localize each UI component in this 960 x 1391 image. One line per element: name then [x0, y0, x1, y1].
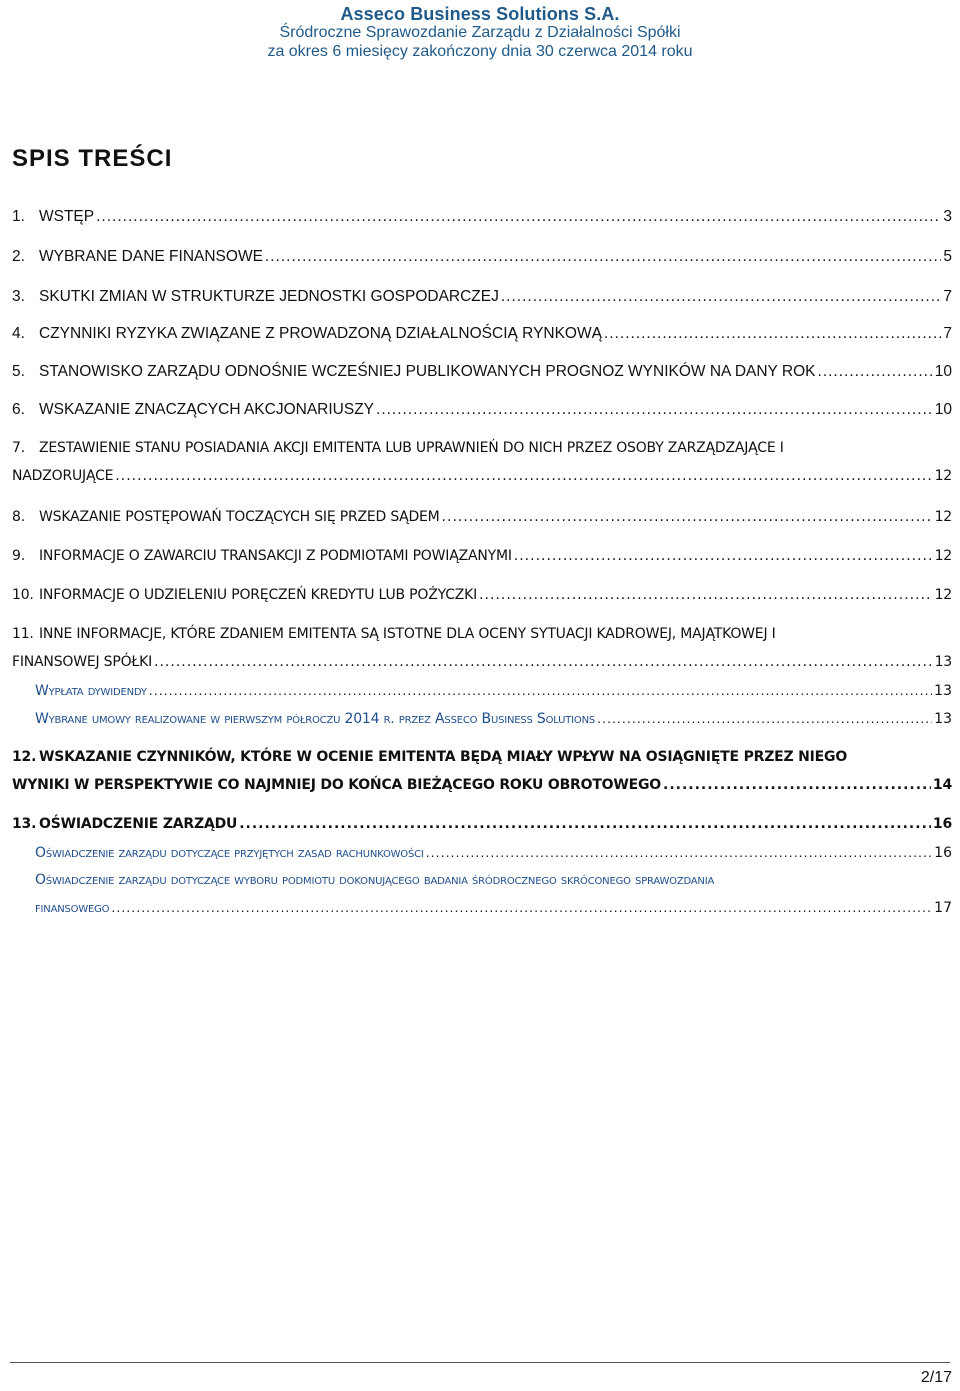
- report-period: za okres 6 miesięcy zakończony dnia 30 czerwca 2014 roku: [267, 43, 693, 60]
- company-name: Asseco Business Solutions S.A.: [340, 4, 620, 24]
- toc-entry-text: WSKAZANIE POSTĘPOWAŃ TOCZĄCYCH SIĘ PRZED SĄDEM: [39, 509, 440, 525]
- toc-entry-5[interactable]: [12, 362, 952, 390]
- toc-entry-10[interactable]: [12, 586, 952, 614]
- toc-entry-number: 9.: [12, 548, 25, 564]
- toc-leader-dots: [115, 467, 932, 486]
- toc-entry-number: 12.: [12, 749, 37, 765]
- toc-entry-text: WYBRANE DANE FINANSOWE: [39, 248, 263, 265]
- toc-entry-number: 2.: [12, 248, 25, 265]
- toc-leader-dots: [442, 508, 933, 527]
- toc-entry-number: 6.: [12, 401, 25, 418]
- toc-leader-dots: [479, 586, 933, 605]
- toc-entry-text: CZYNNIKI RYZYKA ZWIĄZANE Z PROWADZONĄ DZIAŁALNOŚCIĄ RYNKOWĄ: [39, 325, 602, 342]
- toc-leader-dots: [149, 683, 932, 699]
- toc-subentry-text: Wypłata dywidendy: [35, 683, 147, 699]
- toc-entry-13[interactable]: [12, 815, 952, 843]
- toc-leader-dots: [818, 362, 933, 381]
- toc-entry-page: 10: [934, 401, 952, 418]
- toc-entry-text: SKUTKI ZMIAN W STRUKTURZE JEDNOSTKI GOSPODARCZEJ: [39, 288, 499, 305]
- toc-entry-text: INNE INFORMACJE, KTÓRE ZDANIEM EMITENTA SĄ ISTOTNE DLA OCENY SYTUACJI KADROWEJ, MAJĄTKOWEJ I: [39, 626, 776, 642]
- toc-entry-page: 12: [934, 587, 952, 603]
- toc-entry-number: 13.: [12, 816, 37, 832]
- toc-entry-text: WSTĘP: [39, 208, 95, 225]
- toc-entry-page: 7: [943, 288, 952, 305]
- toc-entry-page: 16: [932, 816, 952, 832]
- toc-entry-6[interactable]: [12, 400, 952, 428]
- toc-leader-dots: [663, 776, 931, 795]
- toc-leader-dots: [376, 400, 933, 419]
- toc-entry-4[interactable]: [12, 324, 952, 352]
- toc-entry-text: WSKAZANIE CZYNNIKÓW, KTÓRE W OCENIE EMITENTA BĘDĄ MIAŁY WPŁYW NA OSIĄGNIĘTE PRZEZ NIEGO: [39, 749, 848, 765]
- toc-title: SPIS TREŚCI: [12, 145, 173, 172]
- toc-leader-dots: [265, 247, 941, 266]
- toc-leader-dots: [514, 547, 933, 566]
- toc-subentry-text: Oświadczenie zarządu dotyczące przyjętych zasad rachunkowości: [35, 845, 424, 861]
- toc-entry-number: 10.: [12, 587, 34, 603]
- toc-entry-number: 8.: [12, 509, 25, 525]
- footer-rule: [10, 1362, 950, 1363]
- toc-entry-text: STANOWISKO ZARZĄDU ODNOŚNIE WCZEŚNIEJ PUBLIKOWANYCH PROGNOZ WYNIKÓW NA DANY ROK: [39, 363, 816, 380]
- toc-entry-text: WSKAZANIE ZNACZĄCYCH AKCJONARIUSZY: [39, 401, 375, 418]
- toc-entry-page: 10: [934, 363, 952, 380]
- toc-leader-dots: [426, 845, 933, 861]
- toc-entry-8[interactable]: [12, 508, 952, 536]
- toc-entry-page: 14: [932, 777, 952, 793]
- toc-entry-text: OŚWIADCZENIE ZARZĄDU: [39, 816, 238, 832]
- page-number: 2/17: [920, 1369, 952, 1386]
- toc-entry-12[interactable]: [12, 748, 952, 804]
- toc-entry-1[interactable]: [12, 207, 952, 235]
- toc-entry-text-continued: NADZORUJĄCE: [12, 468, 114, 484]
- toc-entry-page: 12: [934, 468, 952, 484]
- toc-leader-dots: [111, 900, 932, 916]
- report-title: Śródroczne Sprawozdanie Zarządu z Działalności Spółki: [279, 24, 681, 41]
- toc-leader-dots: [604, 324, 941, 343]
- toc-entry-3[interactable]: [12, 287, 952, 315]
- toc-entry-number: 11.: [12, 626, 34, 642]
- toc-leader-dots: [96, 207, 941, 226]
- toc-entry-number: 5.: [12, 363, 25, 380]
- toc-subentry-contracts[interactable]: [35, 711, 952, 727]
- toc-entry-number: 4.: [12, 325, 25, 342]
- toc-entry-number: 7.: [12, 440, 25, 456]
- toc-entry-text: INFORMACJE O UDZIELENIU PORĘCZEŃ KREDYTU LUB POŻYCZKI: [39, 587, 478, 603]
- toc-entry-page: 16: [934, 845, 952, 861]
- toc-entry-text: INFORMACJE O ZAWARCIU TRANSAKCJI Z PODMIOTAMI POWIĄZANYMI: [39, 548, 512, 564]
- toc-leader-dots: [597, 711, 932, 727]
- toc-subentry-accounting-principles[interactable]: [35, 845, 952, 861]
- toc-entry-text: ZESTAWIENIE STANU POSIADANIA AKCJI EMITENTA LUB UPRAWNIEŃ DO NICH PRZEZ OSOBY ZARZĄDZAJĄCE I: [39, 440, 784, 456]
- toc-subentry-text: Wybrane umowy realizowane w pierwszym półroczu 2014 r. przez Asseco Business Solutions: [35, 711, 596, 727]
- toc-entry-page: 13: [934, 711, 952, 727]
- toc-entry-page: 12: [934, 548, 952, 564]
- toc-subentry-auditor-selection[interactable]: [35, 872, 952, 916]
- toc-leader-dots: [154, 653, 933, 672]
- toc-entry-page: 13: [934, 654, 952, 670]
- toc-entry-page: 13: [934, 683, 952, 699]
- toc-leader-dots: [501, 287, 942, 306]
- toc-entry-text-continued: FINANSOWEJ SPÓŁKI: [12, 654, 153, 670]
- toc-entry-number: 1.: [12, 208, 25, 225]
- toc-entry-number: 3.: [12, 288, 25, 305]
- toc-entry-page: 3: [943, 208, 952, 225]
- toc-entry-9[interactable]: [12, 547, 952, 575]
- toc-subentry-text-continued: finansowego: [35, 900, 110, 916]
- toc-entry-7[interactable]: [12, 439, 952, 495]
- toc-entry-2[interactable]: [12, 247, 952, 275]
- toc-leader-dots: [239, 815, 931, 834]
- toc-subentry-text: Oświadczenie zarządu dotyczące wyboru podmiotu dokonującego badania śródrocznego skróconego sprawozdania: [35, 872, 715, 888]
- toc-entry-11[interactable]: [12, 625, 952, 681]
- toc-entry-page: 5: [943, 248, 952, 265]
- toc-entry-page: 12: [934, 509, 952, 525]
- toc-entry-page: 7: [943, 325, 952, 342]
- toc-entry-text-continued: WYNIKI W PERSPEKTYWIE CO NAJMNIEJ DO KOŃCA BIEŻĄCEGO ROKU OBROTOWEGO: [12, 777, 661, 793]
- toc-entry-page: 17: [934, 900, 952, 916]
- toc-subentry-dividend[interactable]: [35, 683, 952, 699]
